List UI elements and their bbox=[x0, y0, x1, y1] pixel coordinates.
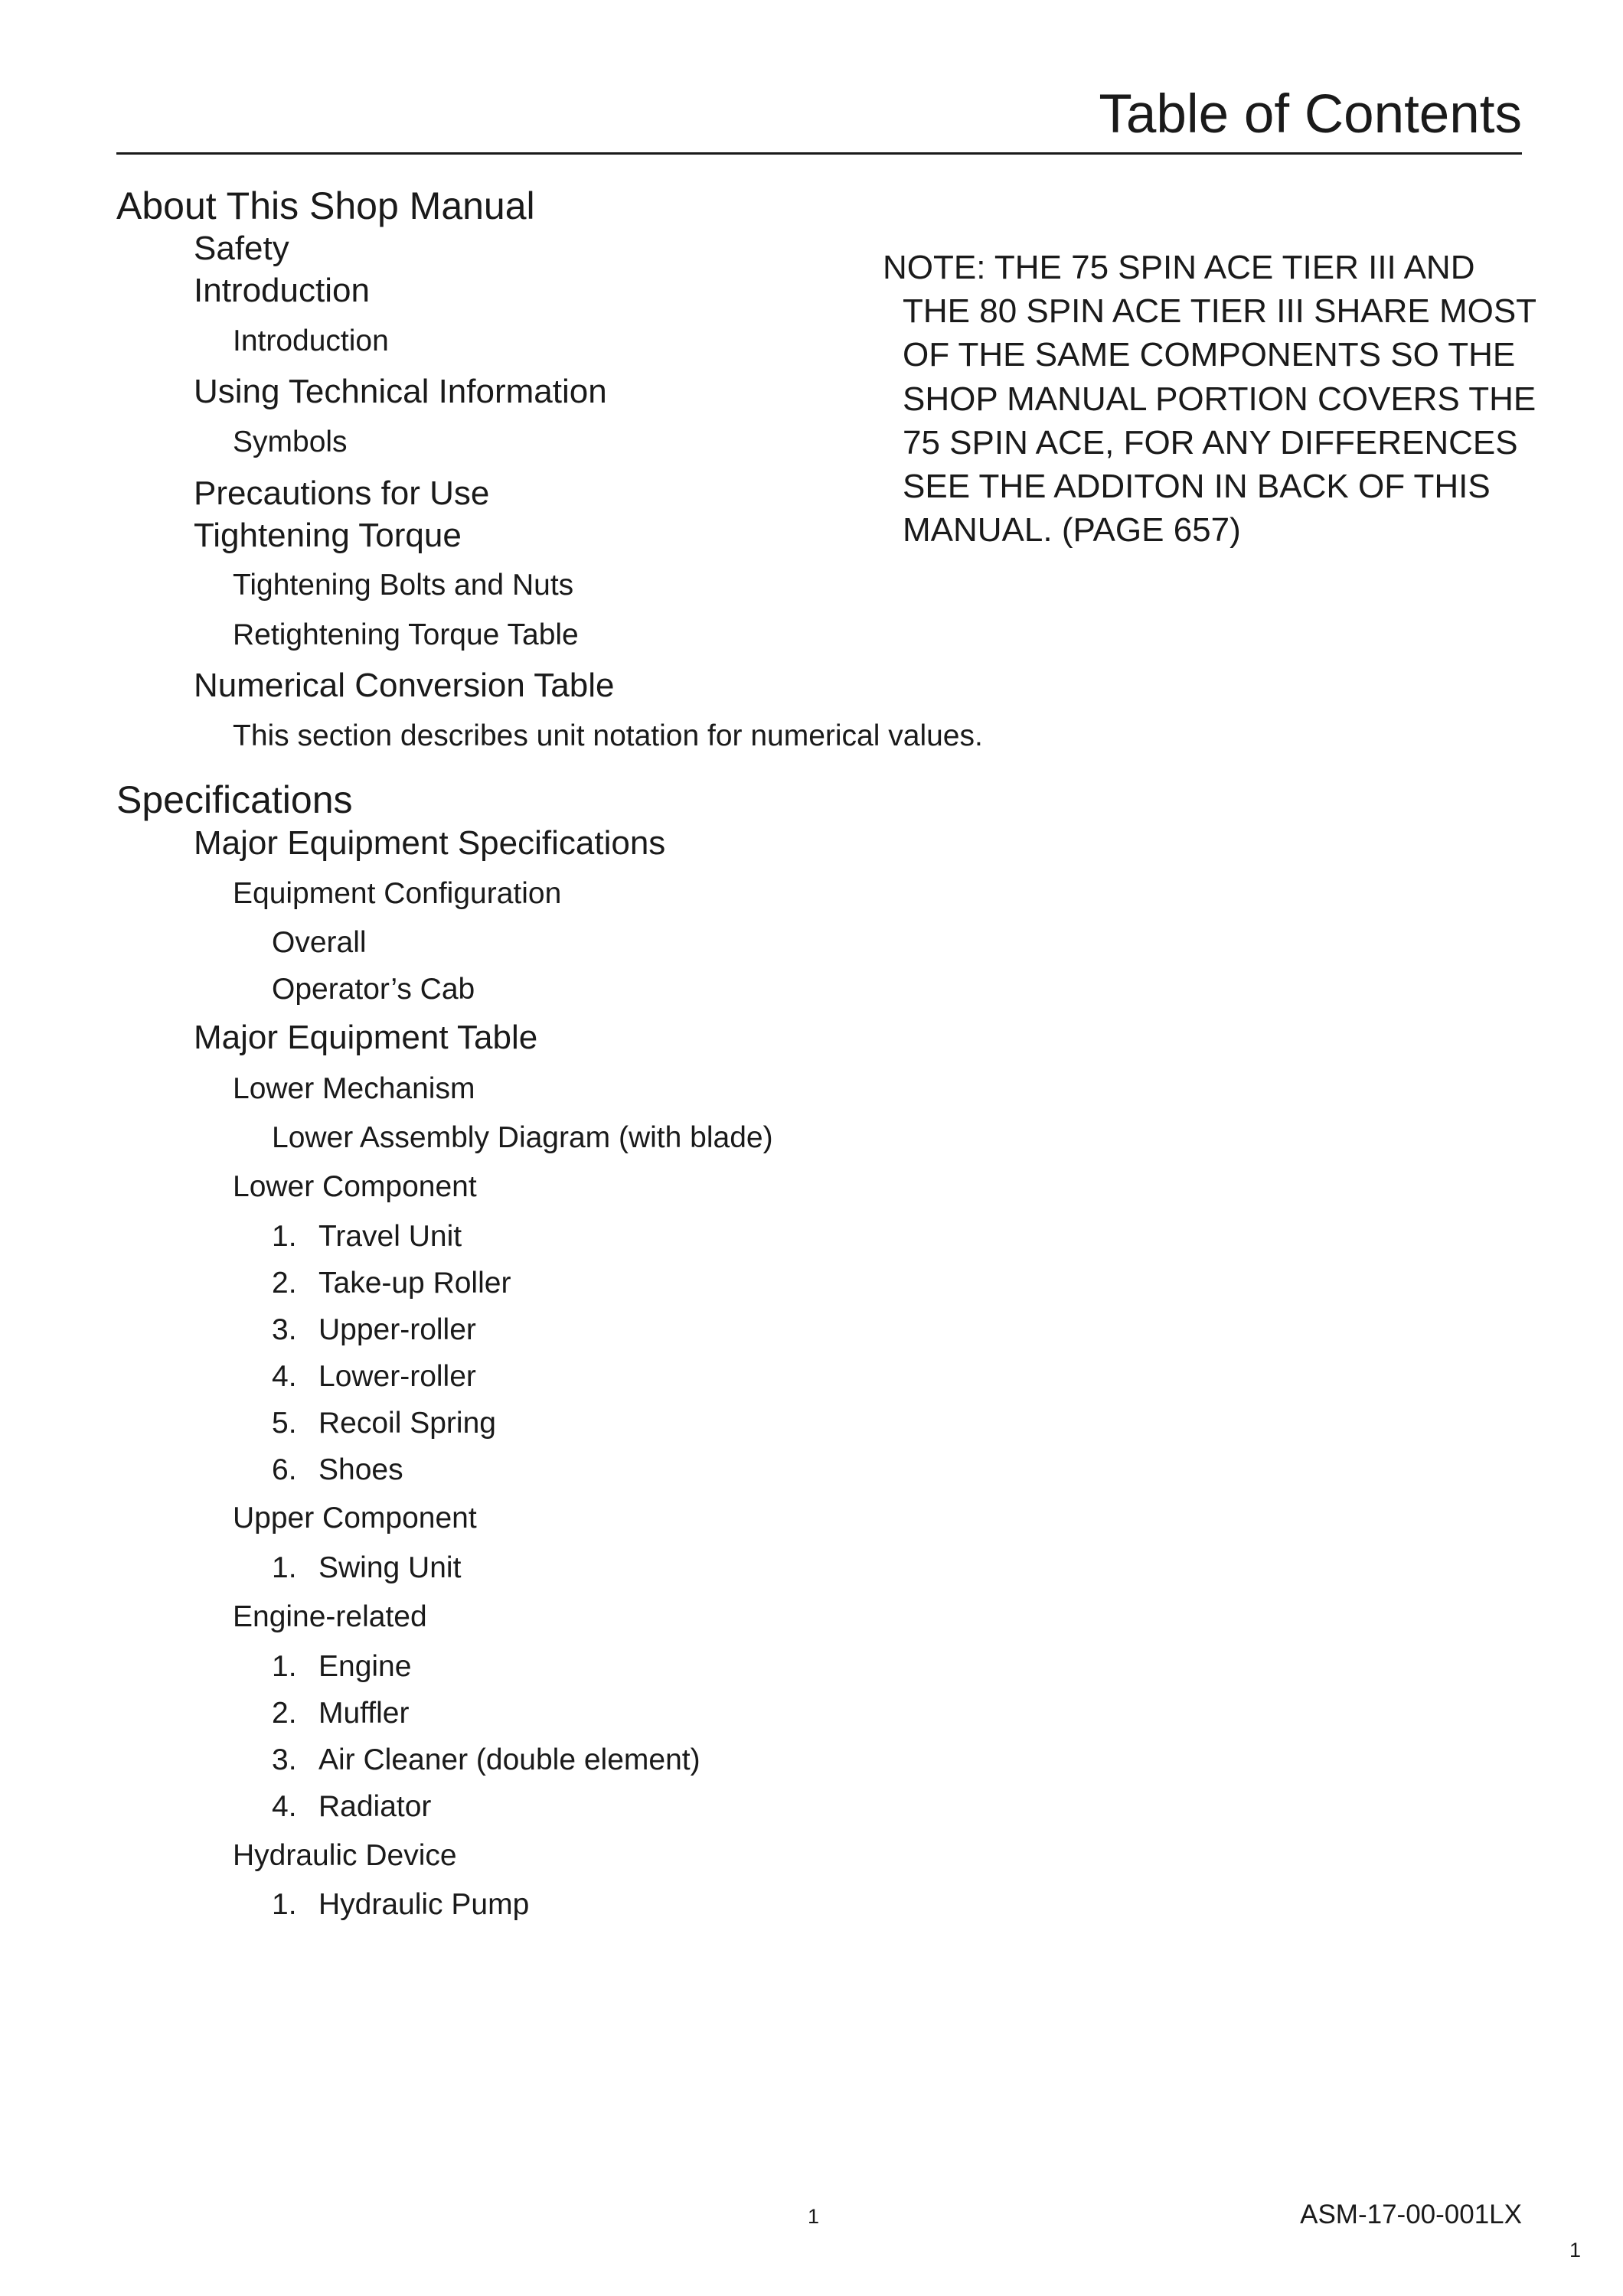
toc-entry-introduction[interactable]: Introduction bbox=[194, 272, 370, 309]
toc-item-upper-roller[interactable] bbox=[272, 1315, 476, 1345]
toc-entry-safety[interactable]: Safety bbox=[194, 230, 289, 267]
item-number: 4. bbox=[272, 1790, 297, 1823]
toc-section-about[interactable]: About This Shop Manual bbox=[116, 184, 535, 227]
toc-subentry-tightening-bolts[interactable]: Tightening Bolts and Nuts bbox=[233, 569, 574, 602]
corner-page-number: 1 bbox=[1569, 2239, 1581, 2262]
toc-item-recoil-spring[interactable] bbox=[272, 1408, 496, 1438]
toc-item-shoes[interactable] bbox=[272, 1455, 403, 1485]
toc-subentry-lower-component[interactable]: Lower Component bbox=[233, 1170, 477, 1203]
item-label: Radiator bbox=[318, 1790, 432, 1823]
note-block: NOTE: THE 75 SPIN ACE TIER III AND THE 80 SPIN ACE TIER III SHARE MOST OF THE SAME COMPONENTS SO THE SHOP MANUAL PORTION COVERS THE 75 SPIN ACE, FOR ANY DIFFERENCES SEE THE ADDITON IN BACK OF THIS MANUAL. (PAGE 657) bbox=[883, 249, 1536, 550]
item-number: 1. bbox=[272, 1551, 297, 1584]
item-label: Recoil Spring bbox=[318, 1407, 496, 1440]
toc-entry-numerical-conversion[interactable]: Numerical Conversion Table bbox=[194, 667, 615, 704]
toc-item-overall[interactable]: Overall bbox=[272, 926, 367, 959]
toc-item-engine[interactable] bbox=[272, 1652, 411, 1681]
item-number: 1. bbox=[272, 1220, 297, 1253]
toc-entry-precautions[interactable]: Precautions for Use bbox=[194, 475, 490, 512]
item-number: 3. bbox=[272, 1313, 297, 1346]
item-number: 6. bbox=[272, 1453, 297, 1486]
item-label: Engine bbox=[318, 1650, 412, 1683]
item-label: Air Cleaner (double element) bbox=[318, 1743, 700, 1776]
item-label: Lower-roller bbox=[318, 1360, 476, 1393]
toc-item-swing-unit[interactable] bbox=[272, 1553, 461, 1583]
item-label: Travel Unit bbox=[318, 1220, 462, 1253]
item-label: Hydraulic Pump bbox=[318, 1888, 530, 1921]
item-label: Shoes bbox=[318, 1453, 403, 1486]
toc-subentry-engine-related[interactable]: Engine-related bbox=[233, 1600, 427, 1633]
toc-subentry-lower-mechanism[interactable]: Lower Mechanism bbox=[233, 1072, 475, 1105]
item-number: 1. bbox=[272, 1650, 297, 1683]
page-number: 1 bbox=[808, 2205, 820, 2228]
toc-subentry-symbols[interactable]: Symbols bbox=[233, 426, 348, 458]
toc-section-specifications[interactable]: Specifications bbox=[116, 778, 353, 821]
item-label: Swing Unit bbox=[318, 1551, 462, 1584]
item-number: 3. bbox=[272, 1743, 297, 1776]
title-rule bbox=[116, 152, 1522, 155]
item-number: 5. bbox=[272, 1407, 297, 1440]
toc-item-lower-assembly[interactable]: Lower Assembly Diagram (with blade) bbox=[272, 1121, 773, 1154]
document-code: ASM-17-00-001LX bbox=[1300, 2200, 1522, 2229]
toc-item-hydraulic-pump[interactable] bbox=[272, 1890, 529, 1919]
toc-item-muffler[interactable] bbox=[272, 1698, 410, 1728]
toc-item-radiator[interactable] bbox=[272, 1792, 431, 1821]
toc-item-lower-roller[interactable] bbox=[272, 1362, 476, 1391]
toc-item-travel-unit[interactable] bbox=[272, 1221, 462, 1251]
item-number: 2. bbox=[272, 1697, 297, 1730]
item-label: Upper-roller bbox=[318, 1313, 476, 1346]
toc-subentry-upper-component[interactable]: Upper Component bbox=[233, 1502, 477, 1534]
toc-description-numerical: This section describes unit notation for numerical values. bbox=[233, 719, 983, 752]
toc-entry-major-table[interactable]: Major Equipment Table bbox=[194, 1019, 538, 1056]
toc-subentry-introduction[interactable]: Introduction bbox=[233, 325, 389, 357]
item-number: 1. bbox=[272, 1888, 297, 1921]
toc-subentry-equipment-config[interactable]: Equipment Configuration bbox=[233, 877, 562, 910]
toc-subentry-retightening[interactable]: Retightening Torque Table bbox=[233, 618, 579, 651]
toc-entry-tightening-torque[interactable]: Tightening Torque bbox=[194, 517, 462, 554]
toc-entry-major-specs[interactable]: Major Equipment Specifications bbox=[194, 824, 666, 862]
toc-item-take-up-roller[interactable] bbox=[272, 1268, 511, 1298]
toc-item-operators-cab[interactable]: Operator’s Cab bbox=[272, 973, 475, 1006]
page-title: Table of Contents bbox=[1099, 84, 1522, 145]
toc-item-air-cleaner[interactable] bbox=[272, 1745, 700, 1775]
item-number: 2. bbox=[272, 1267, 297, 1300]
toc-subentry-hydraulic-device[interactable]: Hydraulic Device bbox=[233, 1839, 457, 1872]
item-number: 4. bbox=[272, 1360, 297, 1393]
item-label: Take-up Roller bbox=[318, 1267, 511, 1300]
item-label: Muffler bbox=[318, 1697, 410, 1730]
toc-entry-using-technical-information[interactable]: Using Technical Information bbox=[194, 373, 607, 410]
